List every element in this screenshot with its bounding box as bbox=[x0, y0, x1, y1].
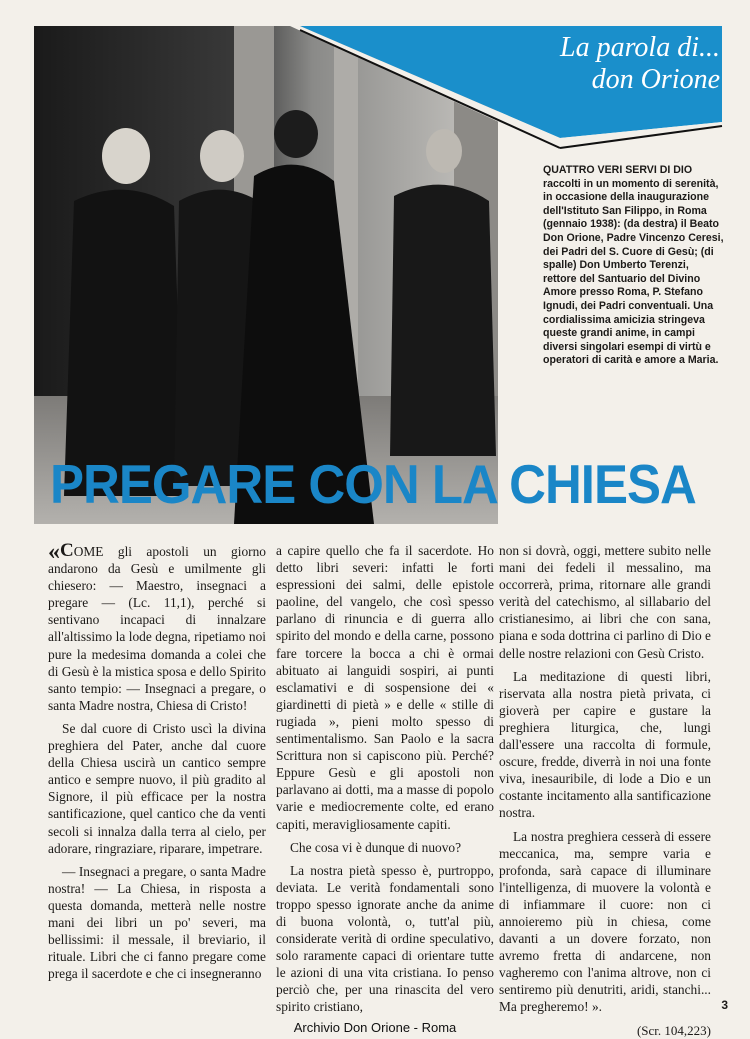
caption-lead: QUATTRO VERI SERVI DI DIO bbox=[543, 164, 693, 176]
initial-cap: C bbox=[60, 540, 74, 561]
banner-line1: La parola di... bbox=[560, 32, 720, 63]
paragraph-text: OME gli apostoli un giorno andarono da Gesù e umilmente gli chiesero: — Maestro, insegnaci a pregare — (Lc. 11,1), perché si sentivano incapaci di innalzare all'altissimo la lode degna, ripetiamo noi pure la medesima domanda a colei che di Gesù è la mistica sposa e dello Spirito santo tempio: — Insegnaci a pregare, o santa Madre nostra, Chiesa di Cristo! bbox=[48, 544, 266, 713]
page-number: 3 bbox=[721, 998, 728, 1012]
paragraph: La nostra preghiera cesserà di essere meccanica, ma, sempre varia e profonda, sarà capace di illuminare l'intelligenza, di muovere la volontà e di infiammare il cuore: non ci annoieremo più in chiesa, come davanti a un dovere forzato, non avremo fretta di andarcene, non vagheremo con l'anima altrove, non ci sentiremo più denutriti, aridi, stanchi... Ma pregheremo! ». bbox=[499, 828, 711, 1015]
caption-text: raccolti in un momento di serenità, in occasione della inaugurazione dell'Istituto San Filippo, in Roma (gennaio 1938): (da destra) il Beato Don Orione, Padre Vincenzo Ceresi, dei Padri del S. Cuore di Gesù; (di spalle) Don Umberto Terenzi, rettore del Santuario del Divino Amore presso Roma, P. Stefano Ignudi, dei Padri conventuali. Una cordialissima amicizia stringeva queste grandi anime, in campi diversi singolari esempi di virtù e operatori di carità e amore a Maria. bbox=[543, 177, 724, 367]
article-column-1 bbox=[48, 539, 266, 988]
paragraph: La nostra pietà spesso è, purtroppo, deviata. Le verità fondamentali sono troppo spesso ignorate anche da anime di buona volontà, o, tutt'al più, considerate verità di ordine speculativo, solo raramente capaci di orientare tutte le azioni di una vita cristiana. Io penso perciò che, per una rinascita del vero spirito cristiano, bbox=[276, 862, 494, 1015]
paragraph bbox=[48, 539, 266, 714]
archive-footer: Archivio Don Orione - Roma bbox=[293, 1020, 457, 1035]
paragraph: — Insegnaci a pregare, o santa Madre nostra! — La Chiesa, in risposta a questa domanda, metterà nelle nostre mani dei libri un po' severi, ma bellissimi: il messale, il breviario, il rituale. Libri che ci fanno pregare come prega il sacerdote e che ci insegneranno bbox=[48, 863, 266, 982]
headline: PREGARE CON LA CHIESA bbox=[50, 453, 696, 515]
paragraph: a capire quello che fa il sacerdote. Ho detto libri severi: infatti le forti espressioni dei salmi, delle epistole paoline, del vangelo, che così spesso parlano di rinuncia e di guerra allo spirito del mondo e della carne, possono fare torcere la bocca a chi è ormai abituato ai languidi sospiri, ai punti esclamativi e di sospensione dei « giardinetti di pietà » e delle « stille di rugiada », pieni molto spesso di sentimentalismo. San Paolo e la sacra Scrittura non si capiscono più. Perché? Eppure Gesù e gli apostoli non parlavano ai dotti, ma a masse di popolo varie e mediocremente colte, ed erano capiti, meravigliosamente capiti. bbox=[276, 543, 494, 832]
article-column-3 bbox=[499, 542, 711, 1039]
paragraph: Che cosa vi è dunque di nuovo? bbox=[290, 839, 462, 855]
paragraph: La meditazione di questi libri, riservata alla nostra pietà privata, ci gioverà per capire e gustare la preghiera liturgica, che, lungi dall'essere una raccolta di formule, oscure, fredde, diverrà in noi una fonte viva, inesauribile, di lode a Dio e un costante incitamento alla santificazione nostra. bbox=[499, 668, 711, 821]
banner-line2: don Orione bbox=[591, 64, 720, 95]
open-quote: « bbox=[48, 539, 60, 565]
paragraph: Se dal cuore di Cristo uscì la divina preghiera del Pater, anche dal cuore della Chiesa uscirà un cantico sempre antico e sempre nuovo, il più gradito al Signore, il più efficace per la nostra santificazione, quel cantico che da venti secoli si innalza dalla terra al cielo, per adorare, ringraziare, riparare, impetrare. bbox=[48, 720, 266, 856]
scripture-reference: (Scr. 104,223) bbox=[636, 1022, 711, 1038]
banner-title bbox=[560, 32, 720, 96]
photo-caption bbox=[543, 164, 725, 368]
article-column-2 bbox=[276, 542, 494, 1022]
paragraph: non si dovrà, oggi, mettere subito nelle mani dei fedeli il messalino, ma occorrerà, prima, ritornare alle grandi verità del catechismo, al sillabario del cristianesimo, ai libri che con sana, piana e soda dottrina ci parlino di Dio e delle nostre relazioni con Gesù Cristo. bbox=[499, 543, 711, 661]
